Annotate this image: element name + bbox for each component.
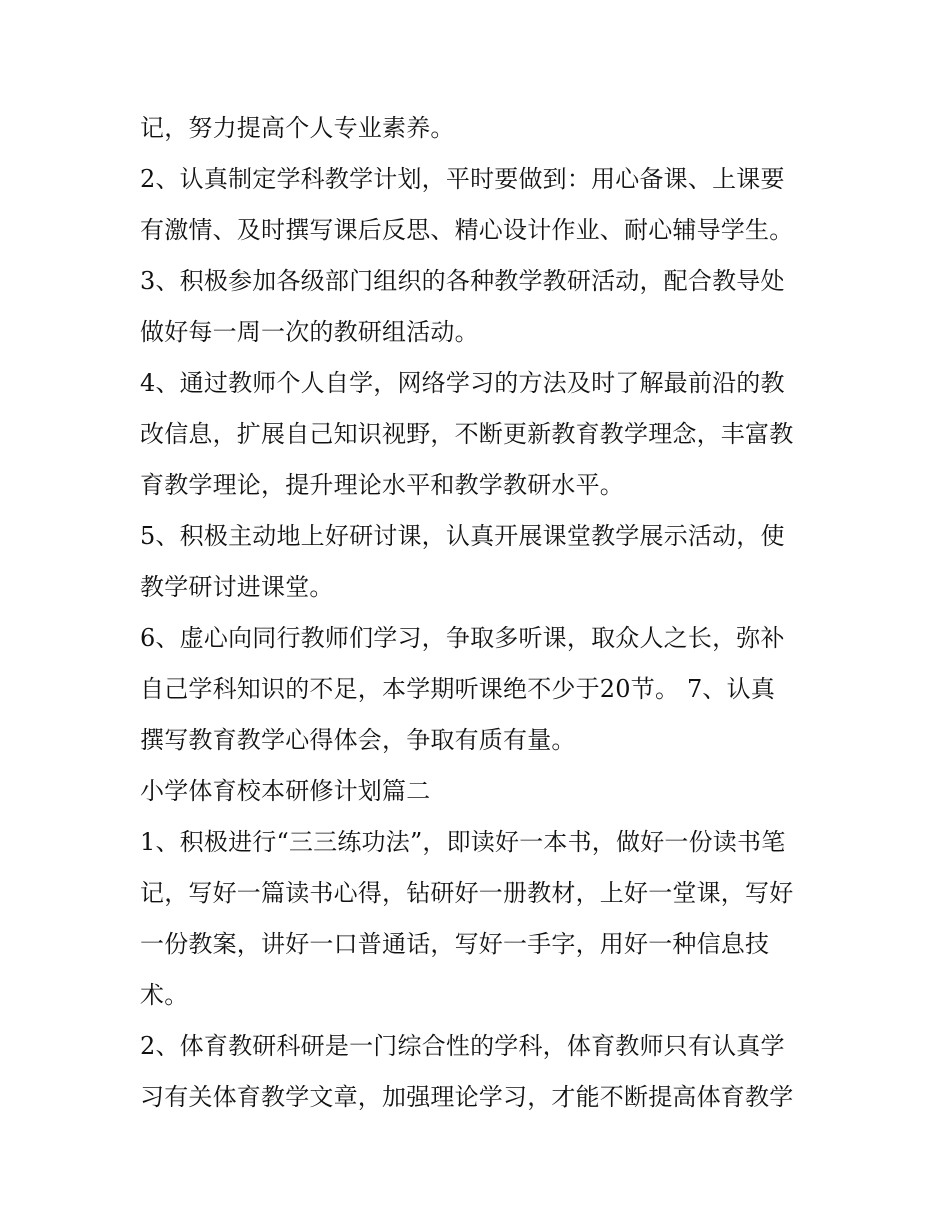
text-line: 1、积极进行“三三练功法”，即读好一本书，做好一份读书笔 (140, 828, 786, 856)
document-body (140, 103, 830, 1123)
text-line: 有激情、及时撰写课后反思、精心设计作业、耐心辅导学生。 (140, 216, 794, 244)
text-line: 术。 (140, 981, 189, 1009)
section-heading: 小学体育校本研修计划篇二 (140, 777, 431, 805)
text-line: 习有关体育教学文章，加强理论学习，才能不断提高体育教学 (140, 1083, 794, 1111)
text-line: 做好每一周一次的教研组活动。 (140, 318, 479, 346)
text-line: 3、积极参加各级部门组织的各种教学教研活动，配合教导处 (140, 267, 785, 295)
text-line: 记，写好一篇读书心得，钻研好一册教材，上好一堂课，写好 (140, 879, 794, 907)
text-line: 撰写教育教学心得体会，争取有质有量。 (140, 726, 576, 754)
text-line: 一份教案，讲好一口普通话，写好一手字，用好一种信息技 (140, 930, 770, 958)
text-line: 自己学科知识的不足，本学期听课绝不少于20节。 7、认真 (140, 675, 776, 703)
text-line: 2、认真制定学科教学计划，平时要做到：用心备课、上课要 (140, 165, 785, 193)
text-line: 改信息，扩展自己知识视野，不断更新教育教学理念，丰富教 (140, 420, 794, 448)
text-line: 育教学理论，提升理论水平和教学教研水平。 (140, 471, 624, 499)
text-line: 教学研讨进课堂。 (140, 573, 334, 601)
text-line: 2、体育教研科研是一门综合性的学科，体育教师只有认真学 (140, 1032, 785, 1060)
text-line: 5、积极主动地上好研讨课，认真开展课堂教学展示活动，使 (140, 522, 785, 550)
text-line: 记，努力提高个人专业素养。 (140, 114, 455, 142)
text-line: 6、虚心向同行教师们学习，争取多听课，取众人之长，弥补 (140, 624, 785, 652)
text-line: 4、通过教师个人自学，网络学习的方法及时了解最前沿的教 (140, 369, 785, 397)
